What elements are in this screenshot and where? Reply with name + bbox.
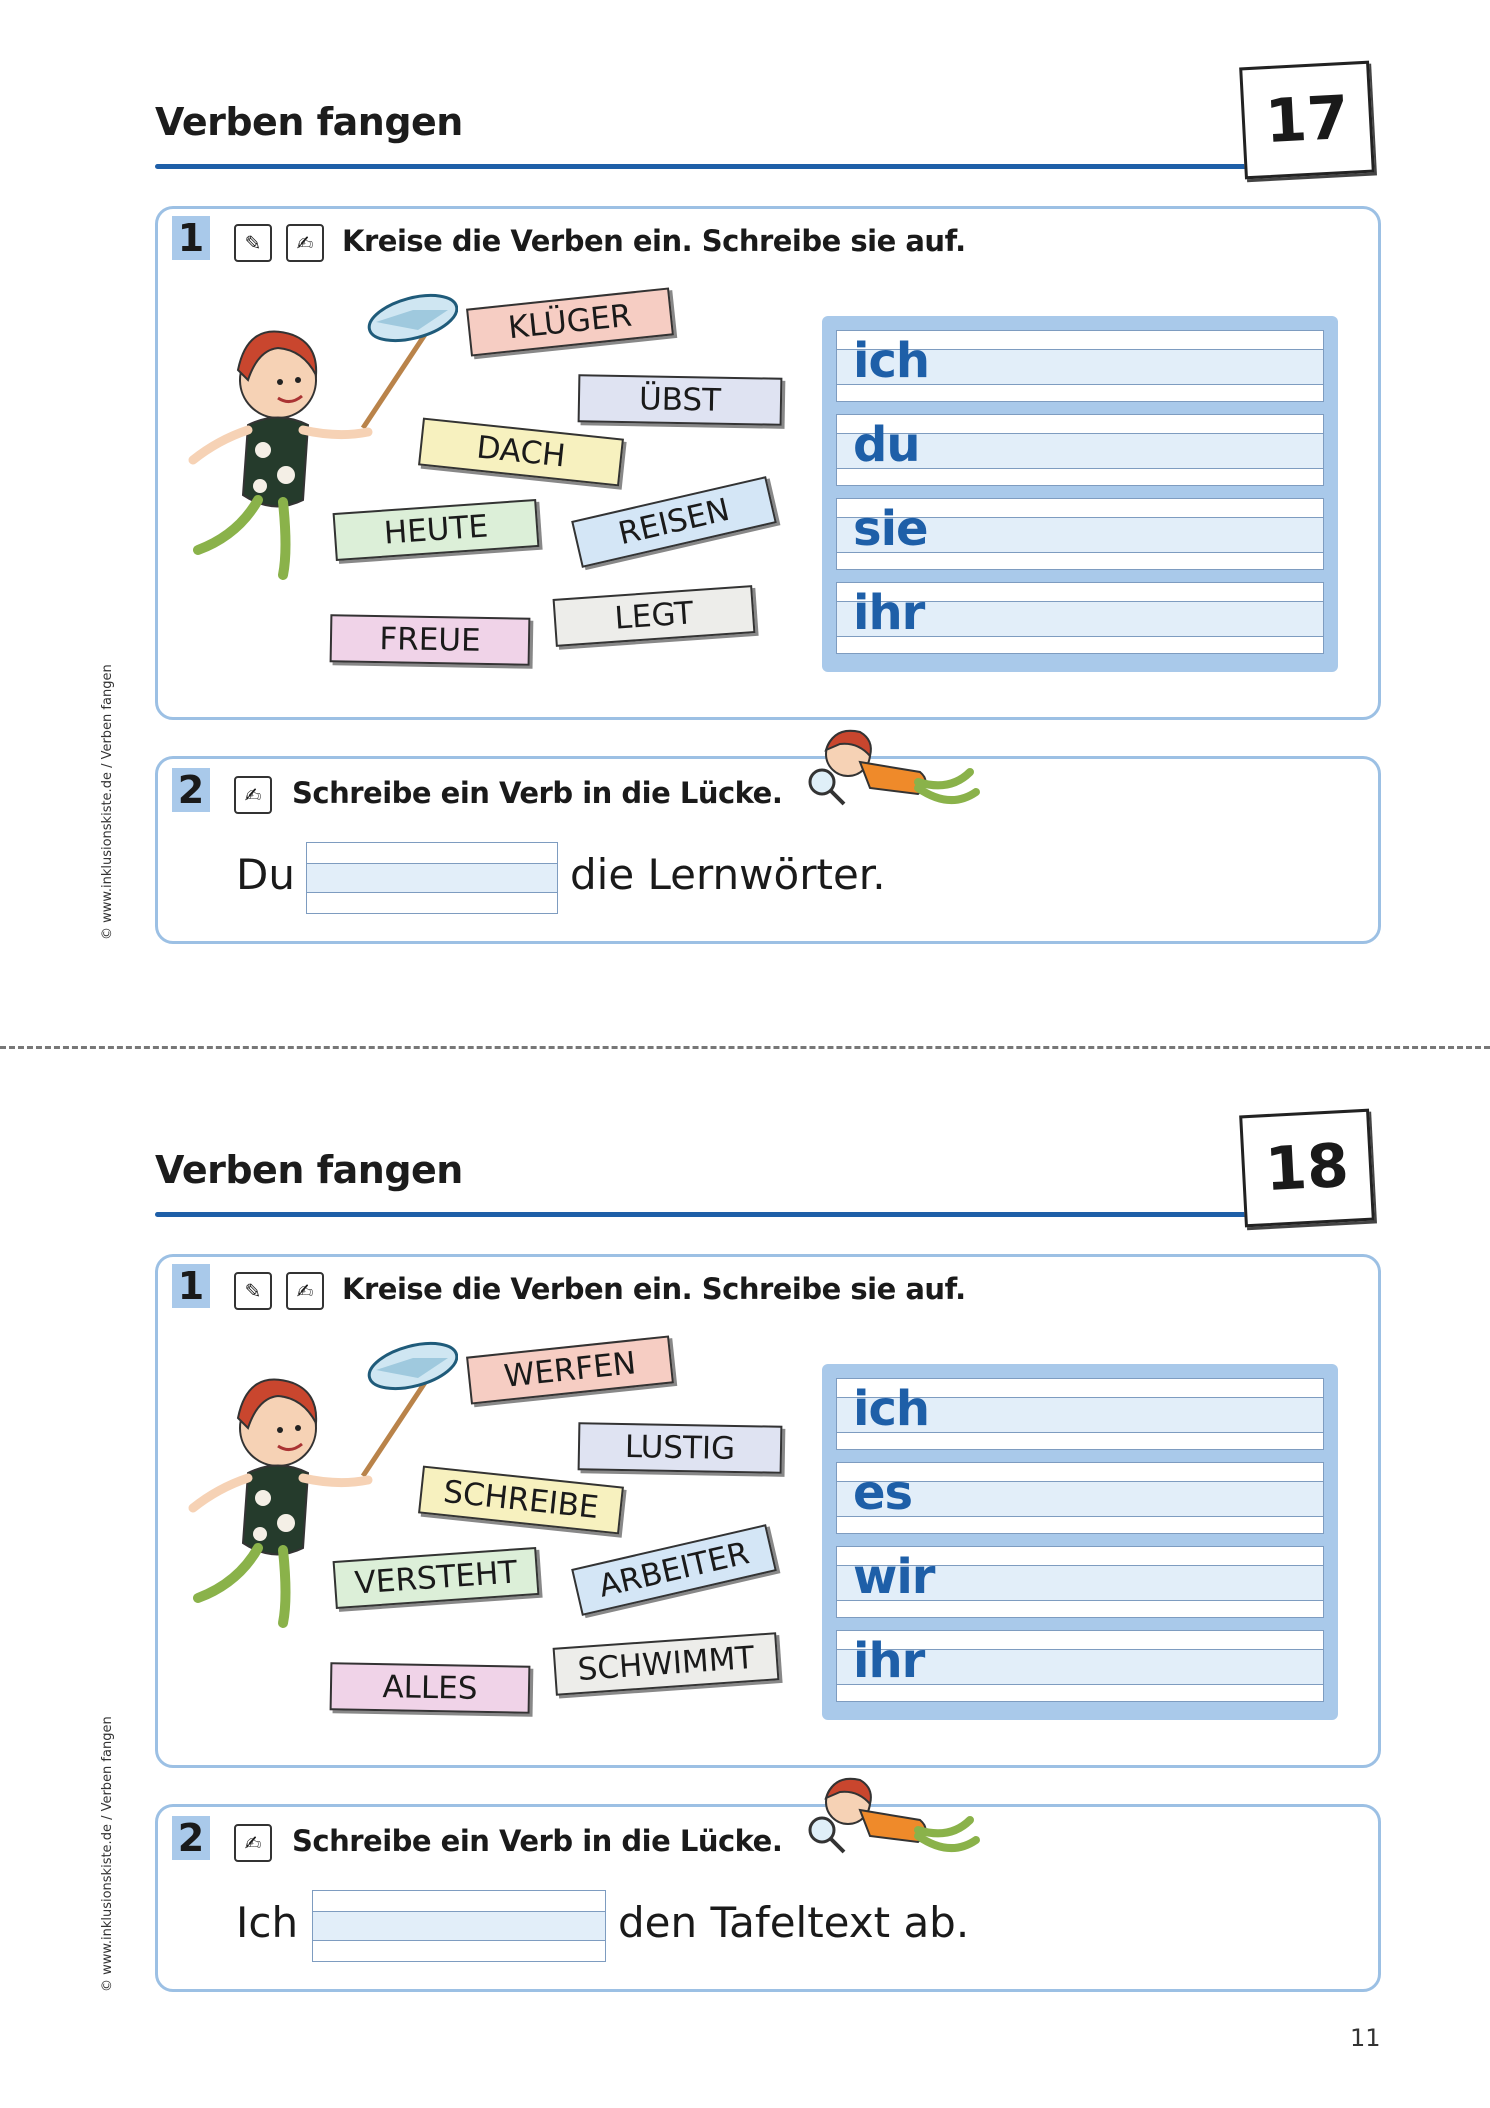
sentence-end: die Lernwörter. (570, 850, 886, 899)
writing-line[interactable] (836, 1462, 1324, 1534)
card-17 (0, 0, 1490, 1040)
title-underline (155, 1212, 1250, 1217)
task2-instruction: Schreibe ein Verb in die Lücke. (292, 1824, 783, 1858)
writing-line[interactable] (836, 330, 1324, 402)
writing-line[interactable] (836, 1630, 1324, 1702)
title-underline (155, 164, 1250, 169)
task1-number: 1 (172, 1264, 210, 1308)
word-tag[interactable]: HEUTE (333, 499, 540, 561)
pronoun-label: es (853, 1465, 913, 1521)
copyright-note: © www.inklusionskiste.de / Verben fangen (100, 664, 115, 940)
word-tag[interactable]: FREUE (330, 614, 531, 665)
write-pencil-icon: ✍ (286, 224, 324, 262)
task1-instruction: Kreise die Verben ein. Schreibe sie auf. (342, 224, 966, 258)
circle-pencil-icon: ✎ (234, 1272, 272, 1310)
sentence-end: den Tafeltext ab. (618, 1898, 970, 1947)
pronoun-label: du (853, 417, 920, 473)
write-pencil-icon: ✍ (234, 776, 272, 814)
answer-gap[interactable] (306, 842, 558, 914)
word-tag[interactable]: SCHREIBE (418, 1466, 624, 1535)
writing-lines-box (822, 1364, 1338, 1720)
word-tag[interactable]: REISEN (571, 476, 777, 568)
pronoun-label: ich (853, 333, 930, 389)
word-tag[interactable]: SCHWIMMT (553, 1632, 780, 1696)
writing-line[interactable] (836, 1546, 1324, 1618)
pronoun-label: ihr (853, 585, 925, 641)
writing-line[interactable] (836, 582, 1324, 654)
write-pencil-icon: ✍ (286, 1272, 324, 1310)
card-number: 18 (1239, 1109, 1375, 1228)
card-18 (0, 1046, 1490, 2086)
copyright-note: © www.inklusionskiste.de / Verben fangen (100, 1716, 115, 1992)
card-title: Verben fangen (155, 1148, 463, 1192)
task2-instruction: Schreibe ein Verb in die Lücke. (292, 776, 783, 810)
word-tag[interactable]: WERFEN (466, 1335, 674, 1404)
word-tag[interactable]: DACH (418, 418, 624, 487)
word-tag[interactable]: VERSTEHT (333, 1547, 540, 1609)
pronoun-label: ich (853, 1381, 930, 1437)
task2-number: 2 (172, 1816, 210, 1860)
word-tag[interactable]: LEGT (553, 585, 756, 647)
circle-pencil-icon: ✎ (234, 224, 272, 262)
card-title: Verben fangen (155, 100, 463, 144)
word-tag[interactable]: ARBEITER (571, 1524, 777, 1616)
girl-magnifier-illustration (800, 722, 990, 822)
writing-lines-box (822, 316, 1338, 672)
page-number: 11 (1350, 2024, 1381, 2052)
word-tag[interactable]: ÜBST (578, 374, 783, 426)
task1-instruction: Kreise die Verben ein. Schreibe sie auf. (342, 1272, 966, 1306)
task2-number: 2 (172, 768, 210, 812)
writing-line[interactable] (836, 414, 1324, 486)
girl-magnifier-illustration (800, 1770, 990, 1870)
pronoun-label: sie (853, 501, 928, 557)
card-number: 17 (1239, 61, 1375, 180)
sentence-start: Du (236, 850, 295, 899)
word-tag[interactable]: LUSTIG (578, 1422, 783, 1474)
writing-line[interactable] (836, 498, 1324, 570)
writing-line[interactable] (836, 1378, 1324, 1450)
word-tag[interactable]: KLÜGER (466, 287, 674, 356)
write-pencil-icon: ✍ (234, 1824, 272, 1862)
answer-gap[interactable] (312, 1890, 606, 1962)
sentence-start: Ich (236, 1898, 299, 1947)
pronoun-label: ihr (853, 1633, 925, 1689)
word-tag[interactable]: ALLES (330, 1662, 531, 1713)
pronoun-label: wir (853, 1549, 935, 1605)
task1-number: 1 (172, 216, 210, 260)
